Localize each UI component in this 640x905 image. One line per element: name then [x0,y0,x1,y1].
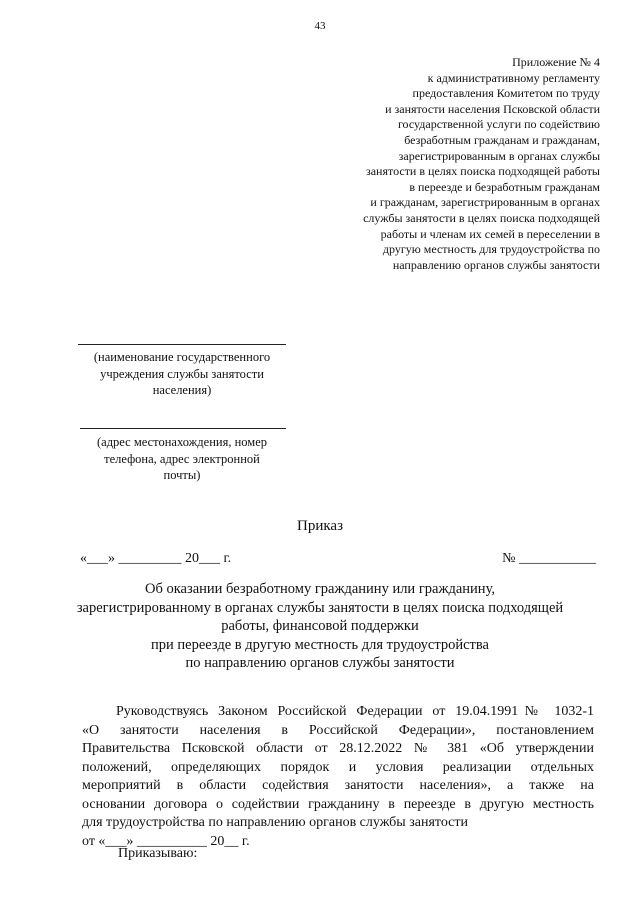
body-line: «О занятости населения в Российской Федерации», постановлением [82,722,594,738]
appendix-line: предоставления Комитетом по труду [412,86,600,101]
order-subject [40,580,600,673]
body-line: Правительства Псковской области от 28.12.2022 № 381 «Об утверждении [82,741,594,756]
institution-name-caption [72,349,292,399]
appendix-line: государственной услуги по содействию [397,117,600,132]
address-caption [72,434,292,484]
appendix-line: направлению органов службы занятости [392,257,600,272]
caption-line: (наименование государственного [93,350,271,364]
order-number-blank: № ___________ [502,551,596,566]
order-subject-line: работы, финансовой поддержки [221,618,419,634]
body-line: для трудоустройства по направлению органов службы занятости [82,815,468,830]
appendix-line: Приложение № 4 [512,55,600,69]
caption-line: населения) [152,383,212,397]
appendix-line: и гражданам, зарегистрированным в органах [370,195,600,210]
order-heading: Приказ [296,518,343,534]
order-body [82,703,594,851]
body-line: Руководствуясь Законом Российской Федерации от 19.04.1991№ 1032-1 [116,704,594,719]
appendix-line: и занятости населения Псковской области [385,101,600,116]
order-subject-line: по направлению органов службы занятости [185,655,455,671]
appendix-line: службы занятости в целях поиска подходящей [363,210,600,225]
order-date-blank: «___» _________ 20___ г. [80,551,232,566]
caption-line: почты) [163,468,201,482]
appendix-note [310,55,600,273]
caption-line: учреждения службы занятости [100,366,264,381]
appendix-line: другую местность для трудоустройства по [382,242,600,257]
page-number: 43 [314,20,326,32]
appendix-line: зарегистрированным в органах службы [398,148,600,163]
ordering-word: Приказываю: [118,846,198,861]
body-line: от «___» __________ 20__ г. [82,833,250,849]
address-blank [80,428,286,429]
body-line: мероприятий в области содействия занятости населения», а также на [82,778,594,793]
body-line: основании договора о содействии гражданину в переезде в другую местность [82,796,594,812]
body-line: положений, определяющих порядок и условия реализации отдельных [82,759,594,775]
order-subject-line: зарегистрированному в органах службы занятости в целях поиска подходящей [76,599,564,616]
order-subject-line: при переезде в другую местность для трудоустройства [151,636,489,653]
order-subject-line: Об оказании безработному гражданину или гражданину, [145,581,495,597]
caption-line: (адрес местонахождения, номер [96,435,267,449]
appendix-line: работы и членам их семей в переселении в [380,226,600,241]
institution-name-blank [78,344,286,345]
appendix-line: в переезде и безработным гражданам [409,179,600,194]
caption-line: телефона, адрес электронной [104,451,260,466]
appendix-line: к административному регламенту [427,70,600,85]
appendix-line: безработным гражданам и гражданам, [404,132,600,147]
appendix-line: занятости в целях поиска подходящей работы [365,164,600,179]
